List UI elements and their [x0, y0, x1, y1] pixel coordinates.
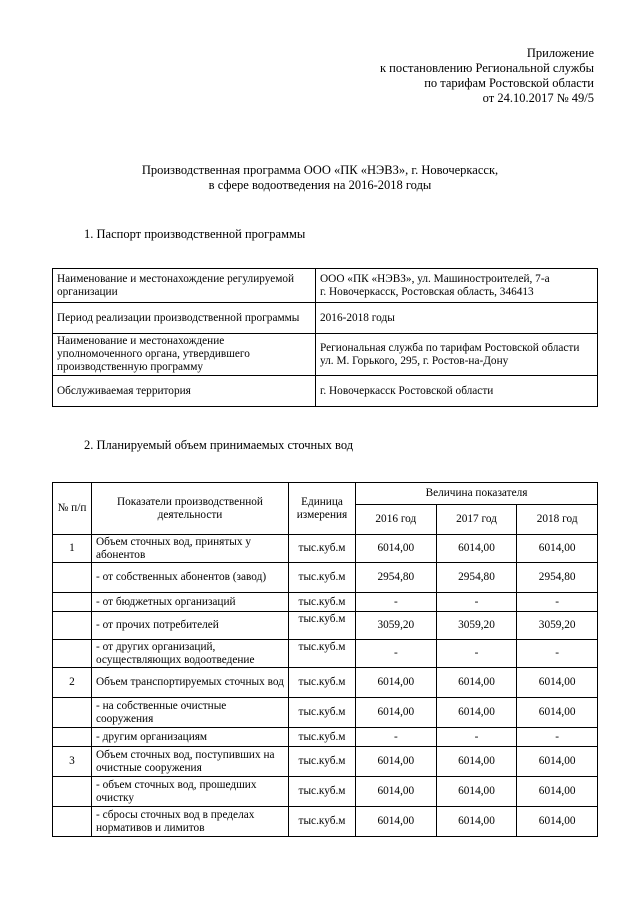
row-value-2016: -	[356, 728, 437, 747]
passport-label: Наименование и местонахождение уполномоченного органа, утвердившего производственную программу	[53, 334, 316, 376]
table-row	[53, 698, 598, 728]
row-unit: тыс.куб.м	[289, 807, 356, 837]
appendix-line: по тарифам Ростовской области	[424, 76, 594, 90]
appendix-line: к постановлению Региональной службы	[379, 61, 594, 75]
row-value-2017: 6014,00	[436, 807, 517, 837]
row-unit: тыс.куб.м	[289, 668, 356, 698]
row-num: 1	[53, 535, 92, 563]
row-num: 2	[53, 668, 92, 698]
row-indicator: - объем сточных вод, прошедших очистку	[92, 777, 289, 807]
table-row	[53, 777, 598, 807]
row-unit: тыс.куб.м	[289, 640, 356, 668]
appendix-line: от 24.10.2017 № 49/5	[482, 91, 594, 105]
header-2018: 2018 год	[517, 505, 598, 535]
row-unit: тыс.куб.м	[289, 777, 356, 807]
row-num	[53, 563, 92, 593]
table-row	[53, 728, 598, 747]
row-indicator: Объем транспортируемых сточных вод	[92, 668, 289, 698]
row-value-2016: -	[356, 640, 437, 668]
row-unit: тыс.куб.м	[289, 563, 356, 593]
row-value-2017: 6014,00	[436, 535, 517, 563]
row-value-2017: -	[436, 728, 517, 747]
section2-heading: 2. Планируемый объем принимаемых сточных вод	[84, 438, 354, 452]
row-value-2018: 6014,00	[517, 747, 598, 777]
passport-value-line: 2016-2018 годы	[320, 311, 395, 324]
row-value-2018: 3059,20	[517, 612, 598, 640]
row-indicator: Объем сточных вод, принятых у абонентов	[92, 535, 289, 563]
header-num: № п/п	[53, 483, 92, 535]
table-row	[53, 563, 598, 593]
row-unit: тыс.куб.м	[289, 535, 356, 563]
passport-value	[316, 376, 598, 407]
row-num	[53, 593, 92, 612]
table-row	[53, 593, 598, 612]
row-unit: тыс.куб.м	[289, 747, 356, 777]
passport-value-line: ООО «ПК «НЭВЗ», ул. Машиностроителей, 7-а	[320, 272, 550, 285]
row-value-2017: 6014,00	[436, 668, 517, 698]
appendix-block	[264, 46, 594, 106]
row-value-2018: 2954,80	[517, 563, 598, 593]
row-num	[53, 807, 92, 837]
row-indicator: - на собственные очистные сооружения	[92, 698, 289, 728]
row-value-2018: 6014,00	[517, 698, 598, 728]
document-title	[0, 163, 640, 193]
table-row	[53, 807, 598, 837]
row-value-2017: 6014,00	[436, 747, 517, 777]
row-value-2016: 6014,00	[356, 668, 437, 698]
row-indicator: - от бюджетных организаций	[92, 593, 289, 612]
row-value-2016: 2954,80	[356, 563, 437, 593]
passport-value	[316, 334, 598, 376]
row-indicator: - сбросы сточных вод в пределах нормативов и лимитов	[92, 807, 289, 837]
passport-value	[316, 269, 598, 303]
passport-table	[52, 268, 598, 407]
table-row	[53, 668, 598, 698]
row-unit: тыс.куб.м	[289, 728, 356, 747]
row-value-2016: 6014,00	[356, 535, 437, 563]
row-value-2018: 6014,00	[517, 535, 598, 563]
passport-value-line: Региональная служба по тарифам Ростовской области	[320, 341, 580, 354]
row-num	[53, 640, 92, 668]
row-value-2017: 6014,00	[436, 777, 517, 807]
row-value-2017: -	[436, 640, 517, 668]
passport-label: Обслуживаемая территория	[53, 376, 316, 407]
row-value-2017: 2954,80	[436, 563, 517, 593]
row-value-2018: -	[517, 728, 598, 747]
row-indicator: - от других организаций, осуществляющих водоотведение	[92, 640, 289, 668]
row-value-2016: 6014,00	[356, 747, 437, 777]
row-unit: тыс.куб.м	[289, 612, 356, 640]
header-2016: 2016 год	[356, 505, 437, 535]
passport-row	[53, 334, 598, 376]
title-line: в сфере водоотведения на 2016-2018 годы	[208, 178, 432, 192]
header-2017: 2017 год	[436, 505, 517, 535]
row-value-2018: 6014,00	[517, 668, 598, 698]
row-indicator: - другим организациям	[92, 728, 289, 747]
row-value-2018: -	[517, 640, 598, 668]
row-unit: тыс.куб.м	[289, 593, 356, 612]
row-unit: тыс.куб.м	[289, 698, 356, 728]
passport-value-line: г. Новочеркасск Ростовской области	[320, 384, 494, 397]
row-num: 3	[53, 747, 92, 777]
row-value-2018: 6014,00	[517, 807, 598, 837]
row-value-2017: 3059,20	[436, 612, 517, 640]
passport-value-line: г. Новочеркасск, Ростовская область, 346413	[320, 285, 534, 298]
row-value-2018: -	[517, 593, 598, 612]
passport-row	[53, 376, 598, 407]
row-indicator: - от прочих потребителей	[92, 612, 289, 640]
table-row	[53, 535, 598, 563]
row-value-2017: 6014,00	[436, 698, 517, 728]
row-value-2016: 6014,00	[356, 777, 437, 807]
row-value-2016: 3059,20	[356, 612, 437, 640]
passport-row	[53, 269, 598, 303]
table-row	[53, 612, 598, 640]
passport-label: Наименование и местонахождение регулируемой организации	[53, 269, 316, 303]
row-num	[53, 728, 92, 747]
passport-value	[316, 303, 598, 334]
table-row	[53, 747, 598, 777]
header-value-group: Величина показателя	[356, 483, 598, 505]
volume-table	[52, 482, 598, 837]
row-num	[53, 698, 92, 728]
row-indicator: Объем сточных вод, поступивших на очистные сооружения	[92, 747, 289, 777]
passport-value-line: ул. М. Горького, 295, г. Ростов-на-Дону	[320, 354, 509, 367]
header-indicator: Показатели производственной деятельности	[92, 483, 289, 535]
passport-row	[53, 303, 598, 334]
table-row	[53, 640, 598, 668]
appendix-line: Приложение	[526, 46, 594, 60]
section1-heading: 1. Паспорт производственной программы	[84, 227, 306, 241]
row-num	[53, 612, 92, 640]
row-value-2016: 6014,00	[356, 807, 437, 837]
row-value-2018: 6014,00	[517, 777, 598, 807]
row-value-2016: -	[356, 593, 437, 612]
row-indicator: - от собственных абонентов (завод)	[92, 563, 289, 593]
row-num	[53, 777, 92, 807]
passport-label: Период реализации производственной программы	[53, 303, 316, 334]
row-value-2017: -	[436, 593, 517, 612]
header-unit: Единица измерения	[289, 483, 356, 535]
title-line: Производственная программа ООО «ПК «НЭВЗ», г. Новочеркасск,	[141, 163, 499, 177]
row-value-2016: 6014,00	[356, 698, 437, 728]
